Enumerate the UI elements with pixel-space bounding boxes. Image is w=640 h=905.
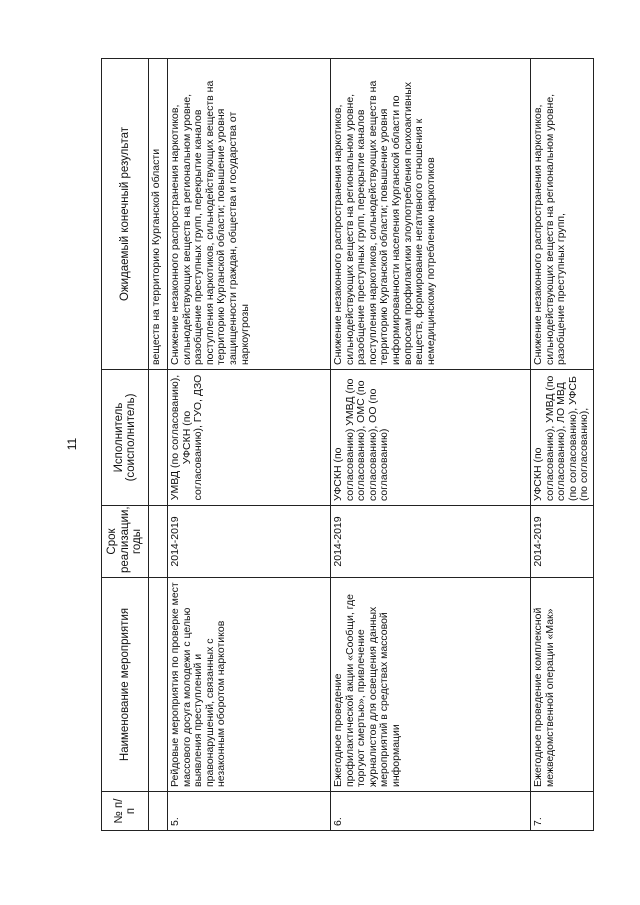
table-row [531,59,594,831]
row-name: Ежегодное проведение профилактической акции «Сообщи, где торгуют смертью», привлечение журналистов для освещения данных мероприятий в средствах массовой информации [331,578,531,792]
row-term: 2014-2019 [168,506,331,578]
measures-table [101,58,594,831]
continuation-row [149,59,168,831]
rotated-table-wrapper [101,59,593,831]
row-name: Ежегодное проведение комплексной межведомственной операции «Мак» [531,578,594,792]
row-num: 5. [168,792,331,831]
row-name: Рейдовые мероприятия по проверке мест массового досуга молодежи с целью выявления преступлений и правонарушений, связанных с незаконным оборотом наркотиков [168,578,331,792]
header-result: Ожидаемый конечный результат [102,59,149,370]
row-num: 7. [531,792,594,831]
row-executor: УФСКН (по согласованию), УМВД (по согласованию), ЛО МВД (по согласованию), УФСБ (по согласованию), [531,370,594,506]
row-term: 2014-2019 [331,506,531,578]
page-number: 11 [65,437,79,451]
header-num: № п/п [102,792,149,831]
header-name: Наименование мероприятия [102,578,149,792]
continuation-result: веществ на территорию Курганской области [149,59,168,370]
header-executor: Исполнитель (соисполнитель) [102,370,149,506]
row-result: Снижение незаконного распространения наркотиков, сильнодействующих веществ на региональном уровне, разобщение преступных групп, [531,59,594,370]
row-num: 6. [331,792,531,831]
row-term: 2014-2019 [531,506,594,578]
table-row [168,59,331,831]
row-result: Снижение незаконного распространения наркотиков, сильнодействующих веществ на региональном уровне, разобщение преступных групп, перекрытие каналов поступления наркотиков, сильнодействующих веществ на территорию Курганской области; повышение уровня информированности населения Курганской области по вопросам профилактики злоупотребления психоактивных веществ, формирование негативного отношения к немедицинскому потреблению наркотиков [331,59,531,370]
row-result: Снижение незаконного распространения наркотиков, сильнодействующих веществ на региональном уровне, разобщение преступных групп, перекрытие каналов поступления наркотиков, сильнодействующих веществ на территорию Курганской области; повышение уровня защищенности граждан, общества и государства от наркоугрозы [168,59,331,370]
row-executor: УМВД (по согласованию), УФСКН (по согласованию), ГУО, ДЗО [168,370,331,506]
header-term: Срок реализации, годы [102,506,149,578]
table-row [331,59,531,831]
row-executor: УФСКН (по согласованию) УМВД (по согласованию), ОМС (по согласованию), ОО (по согласованию) [331,370,531,506]
table-header-row [102,59,149,831]
